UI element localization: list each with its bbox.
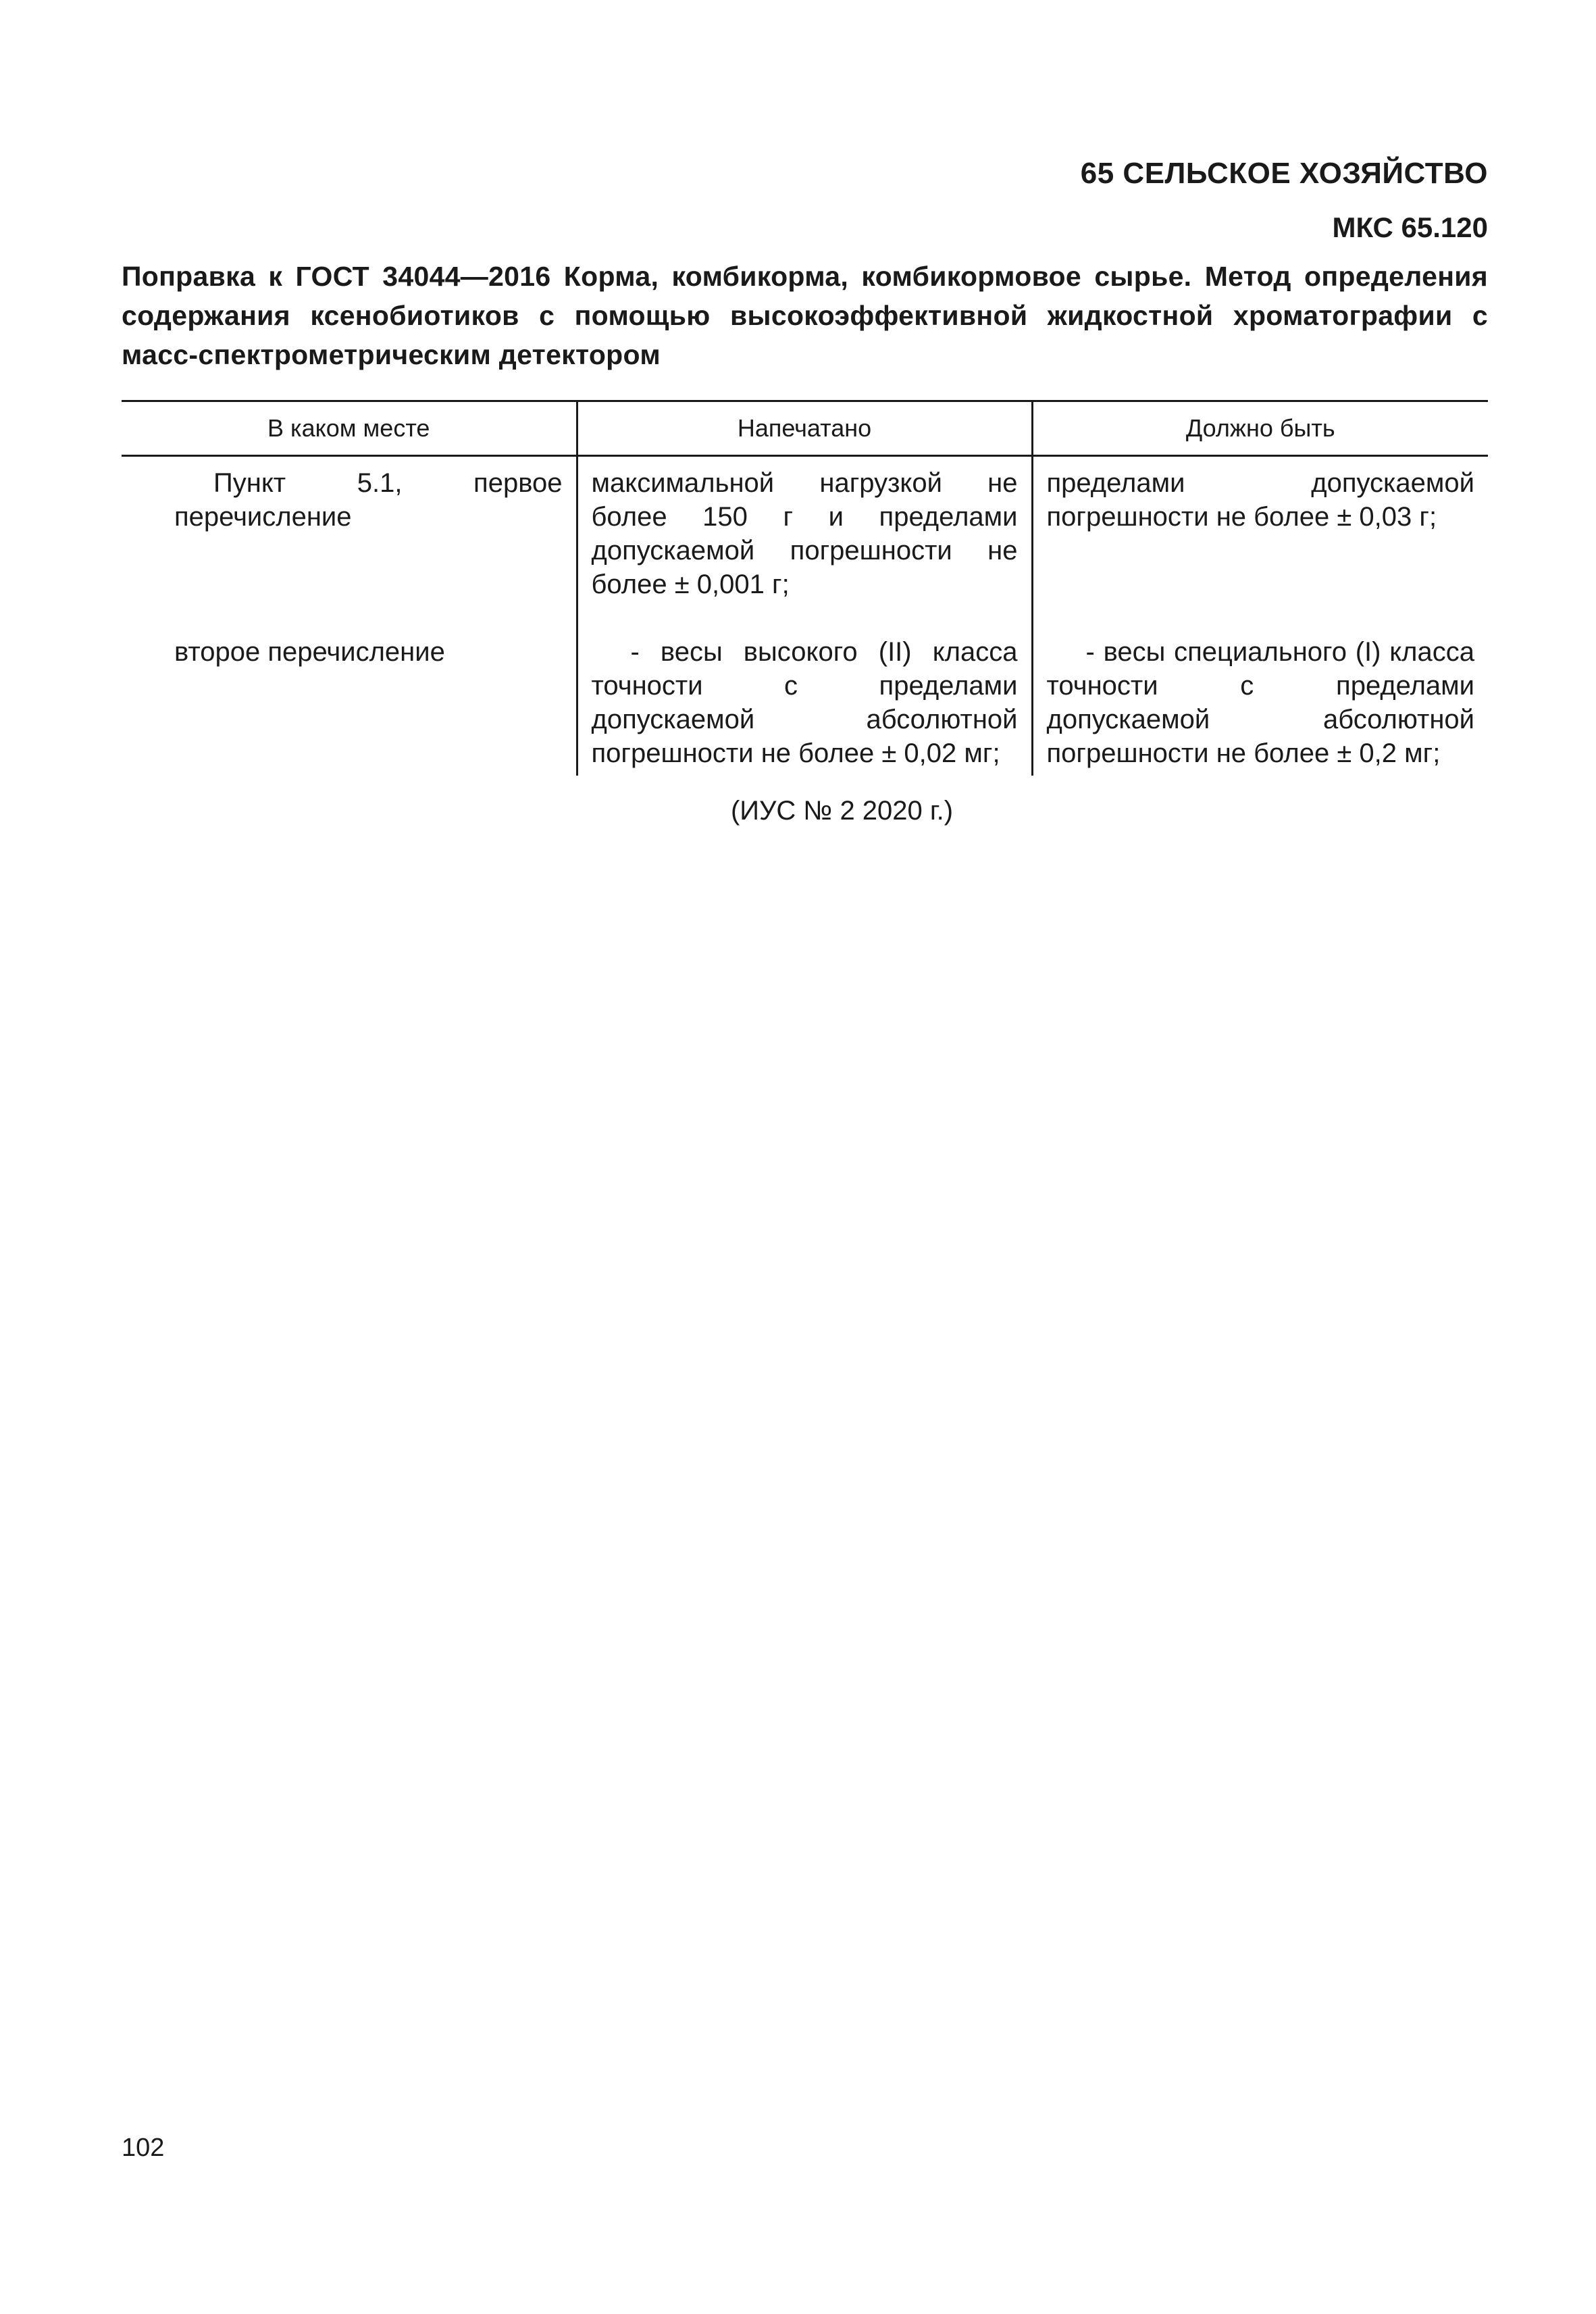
- cell-place: второе перечисление: [174, 637, 445, 667]
- table-row: [122, 456, 1488, 636]
- amendment-title: Поправка к ГОСТ 34044—2016 Корма, комбикорма, комбикормовое сырье. Метод определения содержания ксенобиотиков с помощью высокоэффективной жидкостной хроматографии с масс-спектрометрическим детектором: [122, 261, 1488, 370]
- cell-printed: максимальной нагрузкой не более 150 г и пределами допускаемой погрешности не более ± 0,001 г;: [577, 456, 1032, 636]
- table-row: [122, 635, 1488, 776]
- cell-should-be: - весы специального (I) класса точности с пределами допускаемой абсолютной погрешности не более ± 0,2 мг;: [1032, 635, 1488, 776]
- column-header-should-be: Должно быть: [1032, 401, 1488, 456]
- column-header-printed: Напечатано: [577, 401, 1032, 456]
- source-note: (ИУС № 2 2020 г.): [730, 796, 954, 826]
- page-number: 102: [122, 2134, 165, 2162]
- table-header-row: [122, 401, 1488, 456]
- column-header-place: В каком месте: [122, 401, 577, 456]
- document-header: [1081, 154, 1488, 247]
- corrections-table: [122, 400, 1488, 776]
- cell-printed: - весы высокого (II) класса точности с пределами допускаемой абсолютной погрешности не более ± 0,02 мг;: [577, 635, 1032, 776]
- cell-should-be: пределами допускаемой погрешности не более ± 0,03 г;: [1032, 456, 1488, 636]
- section-heading: 65 СЕЛЬСКОЕ ХОЗЯЙСТВО: [1080, 157, 1488, 190]
- cell-place: Пункт 5.1, первое перечисление: [174, 468, 563, 532]
- mks-code: МКС 65.120: [1332, 211, 1488, 243]
